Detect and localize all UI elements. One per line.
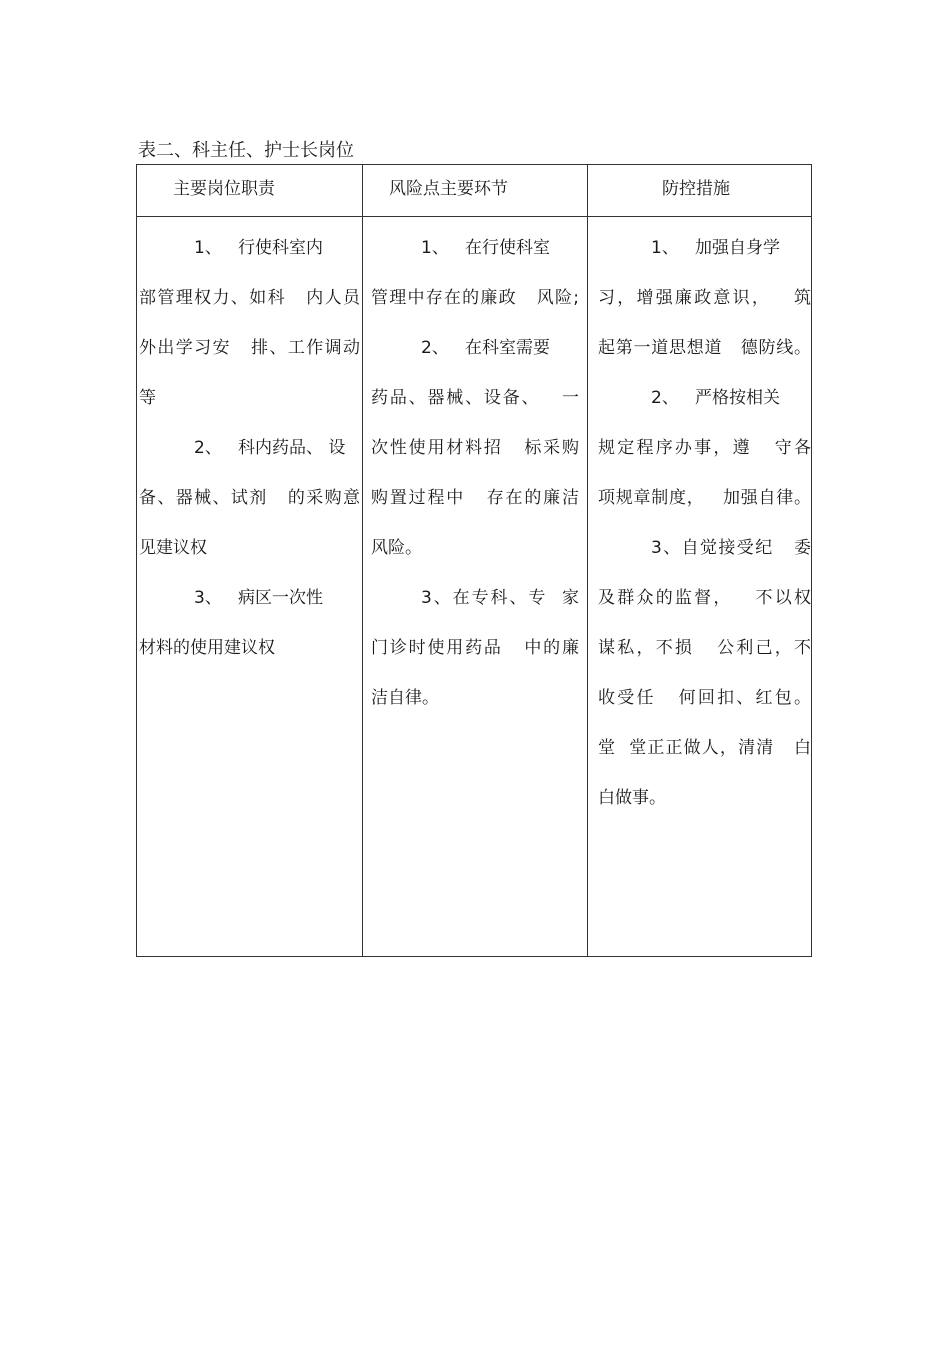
- table-caption: 表二、科主任、护士长岗位: [138, 140, 354, 161]
- cell-line: 及群众的监督， 不以权: [598, 588, 811, 608]
- cell-line: 3、 病区一次性: [194, 588, 324, 608]
- column-prevention-measures: [598, 223, 811, 823]
- cell-line: 购置过程中 存在的廉洁: [371, 488, 579, 508]
- cell-line: 收受任 何回扣、红包。: [598, 688, 811, 708]
- column-main-duties: [139, 223, 360, 673]
- duty-risk-table: [136, 164, 812, 957]
- header-prevention-measures: 防控措施: [662, 179, 730, 199]
- cell-line: 材料的使用建议权: [139, 638, 275, 658]
- column-divider: [362, 165, 363, 956]
- cell-line: 2、 在科室需要: [421, 338, 551, 358]
- cell-line: 2、 科内药品、 设: [194, 438, 346, 458]
- cell-line: 习，增强廉政意识， 筑: [598, 288, 811, 308]
- cell-line: 3、自觉接受纪 委: [651, 538, 811, 558]
- cell-line: 项规章制度， 加强自律。: [598, 488, 811, 508]
- cell-line: 白做事。: [598, 788, 666, 808]
- cell-line: 管理中存在的廉政 风险;: [371, 288, 579, 308]
- cell-line: 1、 在行使科室: [421, 238, 551, 258]
- cell-line: 风险。: [371, 538, 422, 558]
- cell-line: 洁自律。: [371, 688, 439, 708]
- cell-line: 堂 堂正正做人，清清 白: [598, 738, 811, 758]
- column-divider: [587, 165, 588, 956]
- cell-line: 外出学习安 排、工作调动: [139, 338, 360, 358]
- cell-line: 部管理权力、如科 内人员: [139, 288, 360, 308]
- cell-line: 2、 严格按相关: [651, 388, 781, 408]
- cell-line: 1、 加强自身学: [651, 238, 781, 258]
- cell-line: 起第一道思想道 德防线。: [598, 338, 811, 358]
- header-risk-points: 风险点主要环节: [389, 179, 508, 199]
- cell-line: 药品、器械、设备、 一: [371, 388, 579, 408]
- cell-line: 次性使用材料招 标采购: [371, 438, 579, 458]
- cell-line: 门诊时使用药品 中的廉: [371, 638, 579, 658]
- cell-line: 1、 行使科室内: [194, 238, 324, 258]
- cell-line: 等: [139, 388, 156, 408]
- cell-line: 谋私，不损 公利己，不: [598, 638, 811, 658]
- cell-line: 见建议权: [139, 538, 207, 558]
- cell-line: 规定程序办事，遵 守各: [598, 438, 811, 458]
- header-divider: [137, 216, 811, 217]
- column-risk-points: [371, 223, 579, 723]
- cell-line: 备、器械、试剂 的采购意: [139, 488, 360, 508]
- header-main-duties: 主要岗位职责: [173, 179, 275, 199]
- cell-line: 3、在专科、专 家: [421, 588, 579, 608]
